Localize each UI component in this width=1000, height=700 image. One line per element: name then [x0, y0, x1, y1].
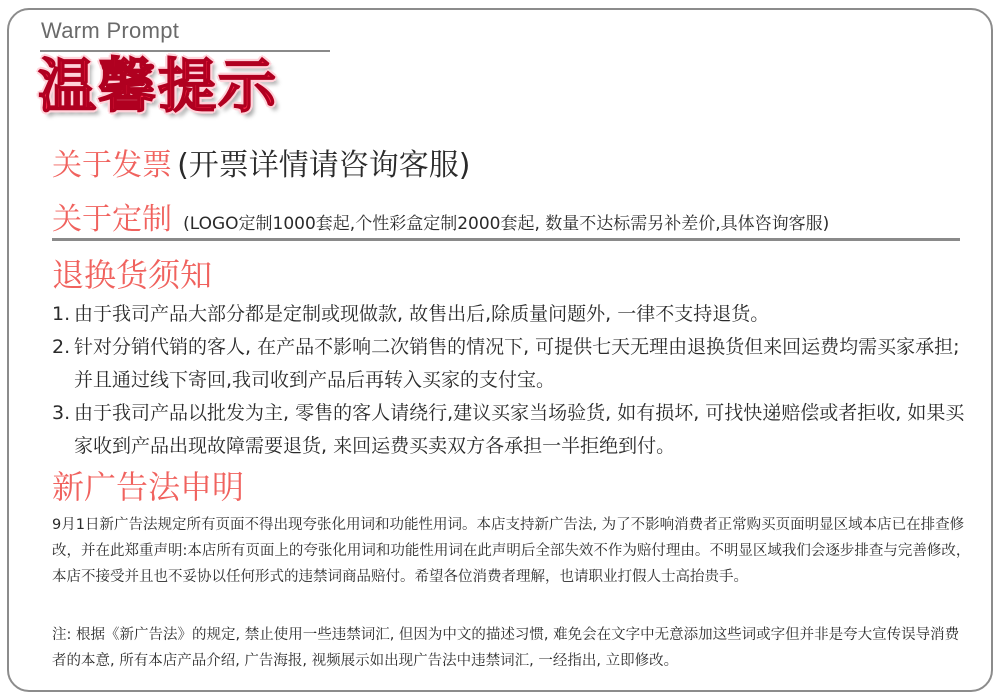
customization-line	[52, 194, 829, 238]
invoice-detail: (开票详情请咨询客服)	[177, 148, 471, 183]
ad-law-statement: 9月1日新广告法规定所有页面不得出现夸张化用词和功能性用词。本店支持新广告法, 为了不影响消费者正常购买页面明显区域本店已在排查修改，并在此郑重声明:本店所有页面上的夸张化用词和功能性用词在此声明后全部失效不作为赔付理由。不明显区域我们会逐步排查与完善修改，本店不接受并且也不妥协以任何形式的违禁词商品赔付。希望各位消费者理解，也请职业打假人士高抬贵手。	[52, 517, 971, 585]
returns-rules-list	[52, 298, 972, 463]
section-divider	[52, 238, 960, 241]
rule-text: 由于我司产品大部分都是定制或现做款, 故售出后,除质量问题外, 一律不支持退货。	[74, 303, 770, 325]
warm-prompt-banner: 温馨提示	[38, 52, 279, 120]
ad-law-note: 注: 根据《新广告法》的规定, 禁止使用一些违禁词汇, 但因为中文的描述习惯, 难免会在文字中无意添加这些词或字但并非是夸大宣传误导消费者的本意, 所有本店产品介绍, 广告海报, 视频展示如出现广告法中违禁词汇, 一经指出, 立即修改。	[52, 627, 960, 669]
returns-rule	[52, 397, 972, 463]
ad-law-title: 新广告法申明	[52, 468, 245, 506]
returns-rule	[52, 331, 972, 397]
rule-number: 1.	[52, 303, 71, 325]
rule-number: 3.	[52, 402, 71, 424]
invoice-label: 关于发票	[52, 148, 172, 183]
customization-detail: (LOGO定制1000套起,个性彩盒定制2000套起, 数量不达标需另补差价,具体咨询客服)	[183, 214, 830, 234]
returns-rule	[52, 298, 972, 331]
eyebrow-label: Warm Prompt	[41, 18, 180, 43]
rule-text: 针对分销代销的客人, 在产品不影响二次销售的情况下, 可提供七天无理由退换货但来回运费均需买家承担; 并且通过线下寄回,我司收到产品后再转入买家的支付宝。	[74, 336, 960, 391]
returns-title: 退换货须知	[52, 256, 213, 294]
customization-label: 关于定制	[52, 202, 172, 237]
rule-text: 由于我司产品以批发为主, 零售的客人请绕行,建议买家当场验货, 如有损坏, 可找快递赔偿或者拒收, 如果买家收到产品出现故障需要退货, 来回运费买卖双方各承担一半拒绝到付。	[74, 402, 965, 457]
rule-number: 2.	[52, 336, 71, 358]
invoice-line	[52, 140, 471, 184]
